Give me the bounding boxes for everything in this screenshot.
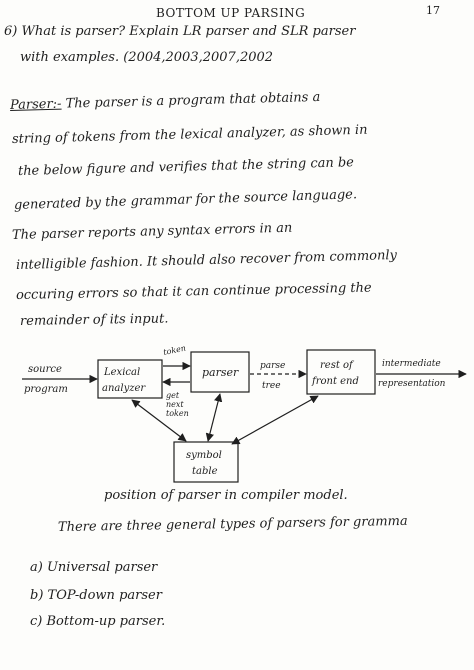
definition-line-7: occuring errors so that it can continue processing the <box>15 280 372 303</box>
token-label: token <box>162 343 187 357</box>
definition-line-8: remainder of its input. <box>19 311 169 329</box>
definition-term: Parser:- <box>9 96 62 113</box>
definition-line-3: the below figure and verifies that the string can be <box>17 155 355 179</box>
parser-label: parser <box>202 366 239 379</box>
definition-line-6: intelligible fashion. It should also recover from commonly <box>15 248 398 273</box>
types-intro: There are three general types of parsers for gramma <box>57 513 408 535</box>
symbol-label-2: table <box>192 466 218 477</box>
output-label-2: representation <box>378 379 446 389</box>
compiler-model-diagram <box>0 340 474 490</box>
arrow-parser-symbol <box>208 394 220 441</box>
arrow-rest-symbol <box>232 396 318 444</box>
rest-box <box>307 350 375 394</box>
source-label: source <box>28 364 62 375</box>
token-label-2: token <box>166 409 189 418</box>
symbol-label-1: symbol <box>186 450 222 461</box>
page-header: BOTTOM UP PARSING <box>156 6 306 20</box>
lexer-label-2: analyzer <box>102 383 146 394</box>
rest-label-1: rest of <box>320 360 353 371</box>
tree-label: tree <box>262 381 281 391</box>
page-number: 17 <box>426 4 440 17</box>
question-line-1: 6) What is parser? Explain LR parser and SLR parser <box>4 24 356 39</box>
type-item-universal: a) Universal parser <box>30 560 158 575</box>
definition-text: The parser is a program that obtains a <box>65 89 321 112</box>
parse-label: parse <box>260 361 286 371</box>
type-item-bottom-up: c) Bottom-up parser. <box>30 614 166 629</box>
program-label: program <box>24 384 68 395</box>
type-item-top-down: b) TOP-down parser <box>30 588 162 603</box>
definition-line-5: The parser reports any syntax errors in an <box>11 220 293 243</box>
output-label-1: intermediate <box>382 359 441 369</box>
question-line-2: with examples. (2004,2003,2007,2002 <box>20 50 274 65</box>
next-label: next <box>166 400 184 409</box>
definition-line-2: string of tokens from the lexical analyzer, as shown in <box>11 122 368 147</box>
definition-line-1 <box>10 90 321 113</box>
diagram-caption: position of parser in compiler model. <box>104 488 348 503</box>
get-label: get <box>166 391 180 400</box>
rest-label-2: front end <box>312 376 359 387</box>
definition-line-4: generated by the grammar for the source language. <box>13 187 358 213</box>
lexer-label-1: Lexical <box>104 367 141 378</box>
